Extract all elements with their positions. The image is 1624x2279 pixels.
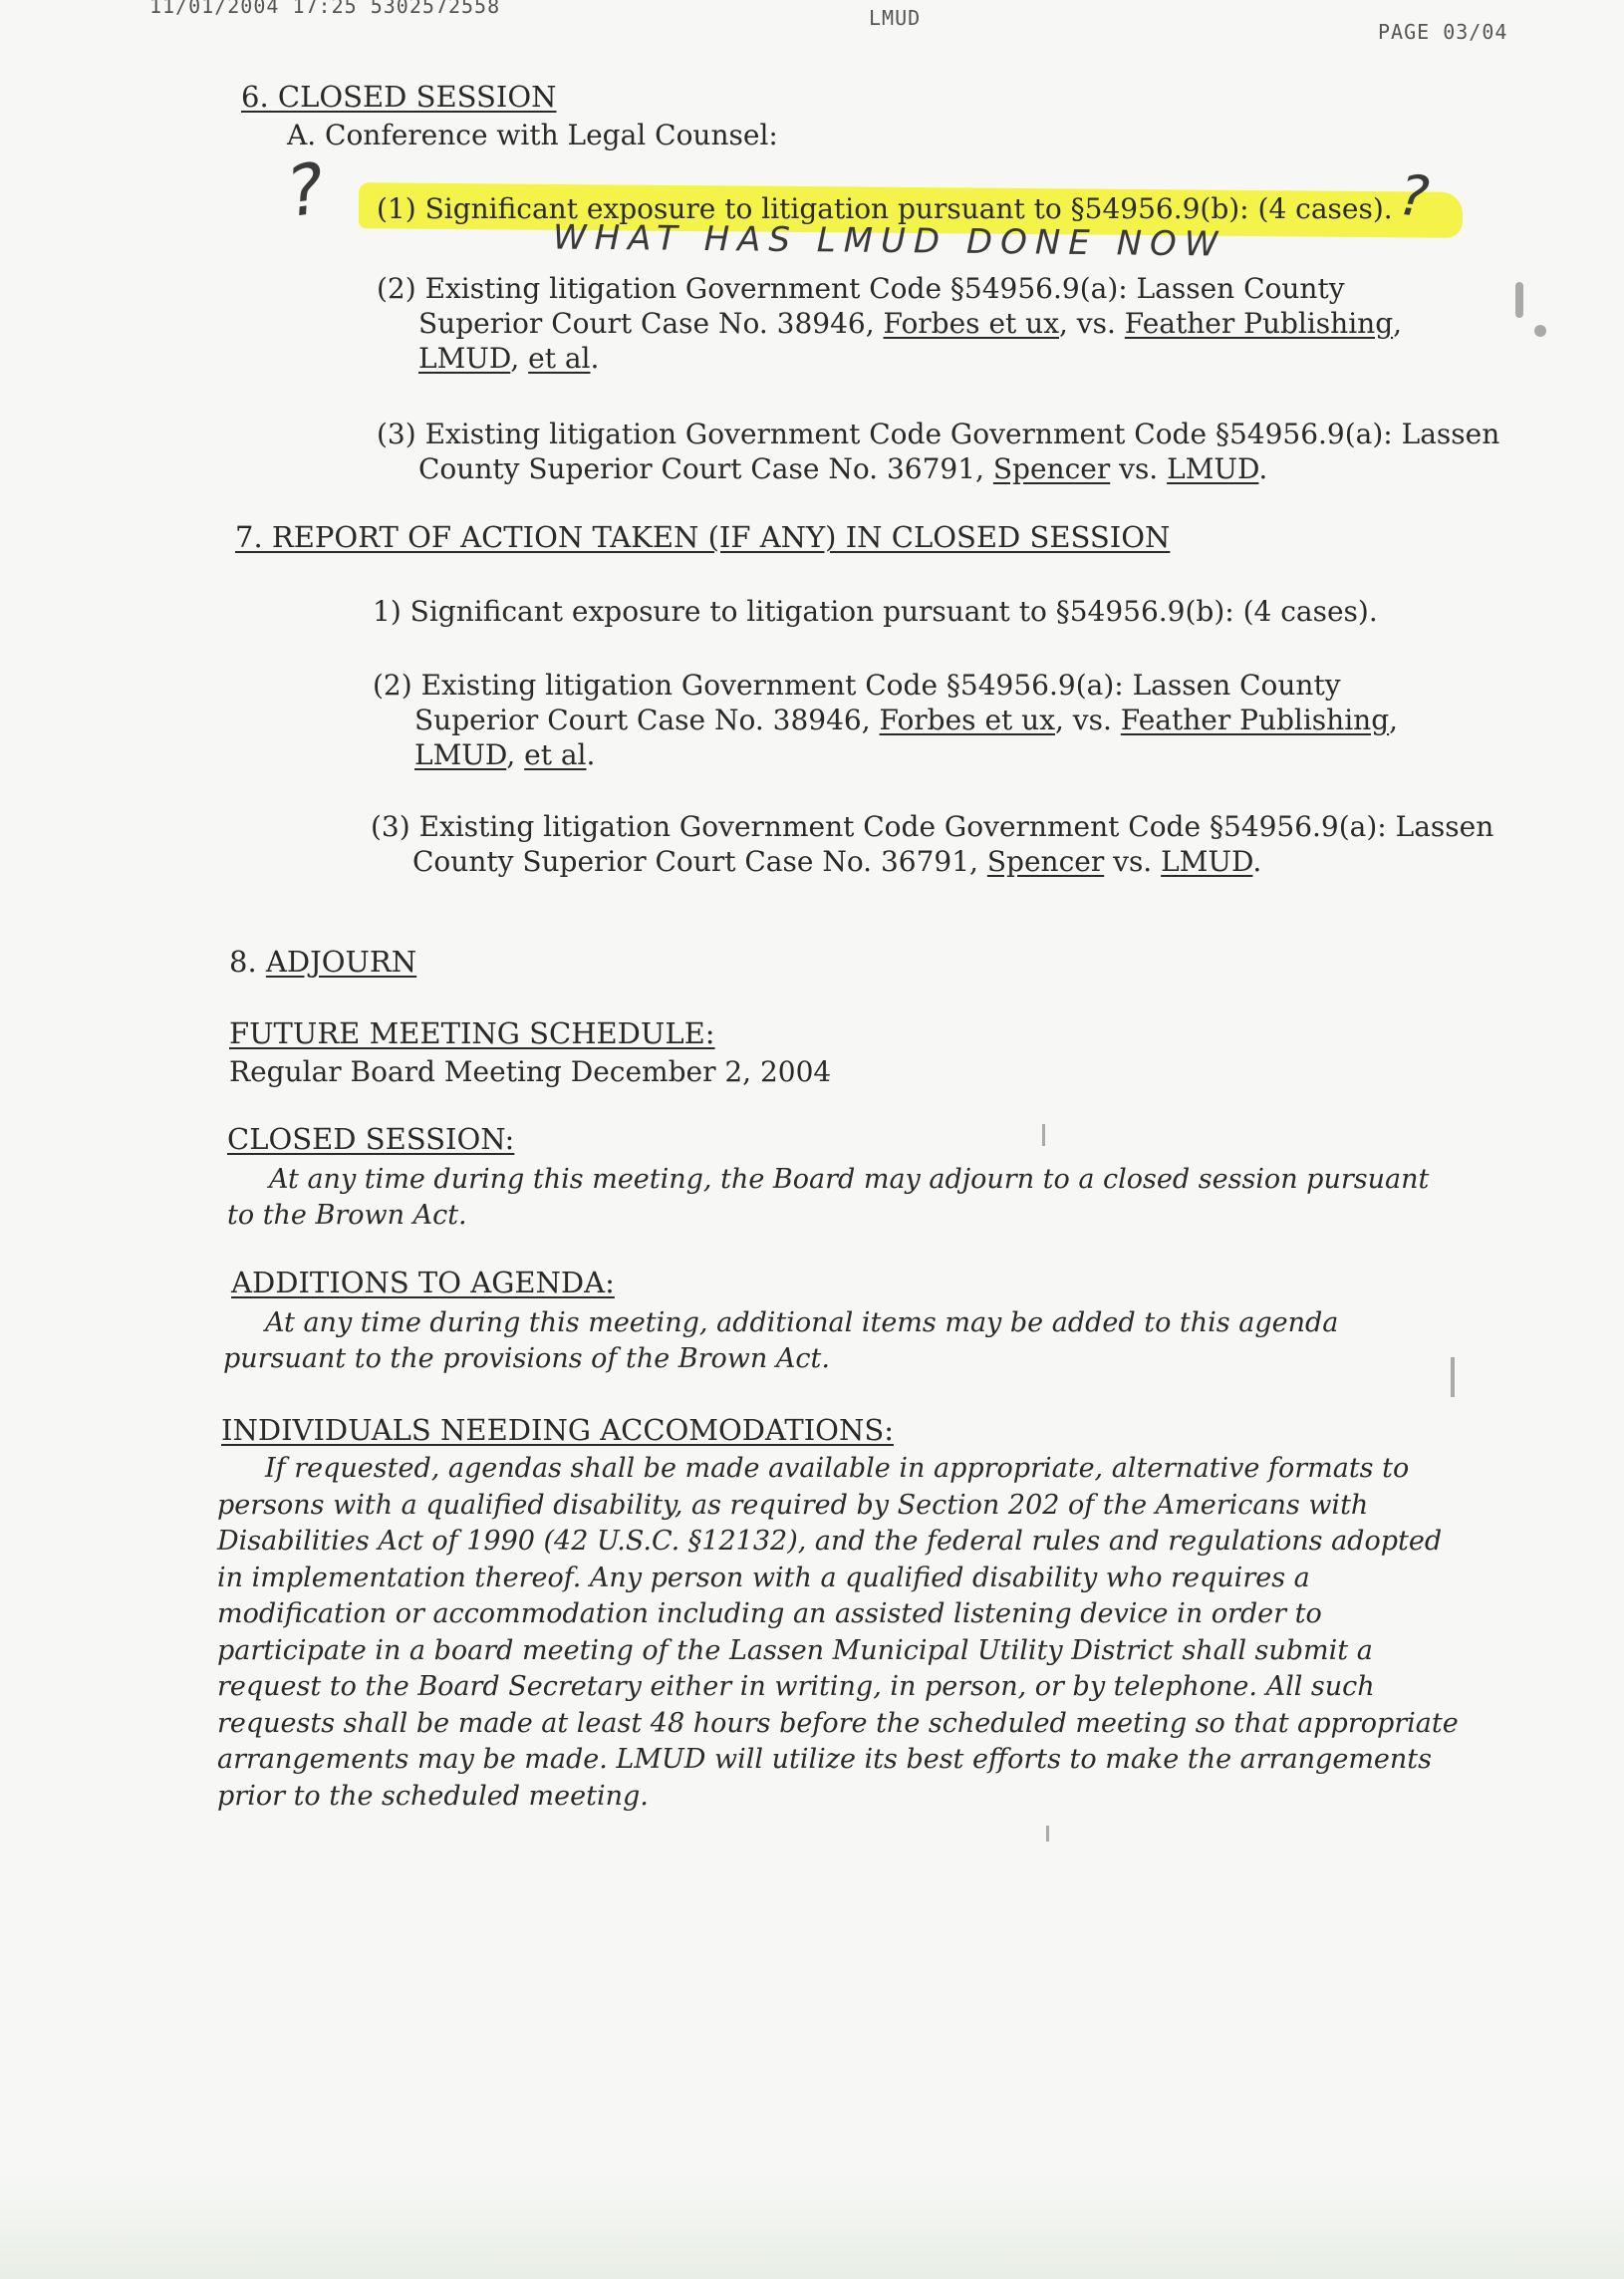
closed-session-title: CLOSED SESSION: [227, 1122, 515, 1156]
section-6-item-2: (2) Existing litigation Government Code §54956.9(a): Lassen County Superior Court Case No. 38946, Forbes et ux, vs. Feather Publishing, LMUD, et al. [377, 272, 1403, 375]
accommodations-text: If requested, agendas shall be made available in appropriate, alternative formats to persons with a qualified disability, as required by Section 202 of the Americans with Disabilities Act of 1990 (42 U.S.C. §12132), and the federal rules and regulations adopted in implementation thereof. Any person with a qualified disability who requires a modification or accommodation including an assisted listening device in order to participate in a board meeting of the Lassen Municipal Utility District shall submit a request to the Board Secretary either in writing, in person, or by telephone. All such requests shall be made at least 48 hours before the scheduled meeting so that appropriate arrangements may be made. LMUD will utilize its best efforts to make the arrangements prior to the scheduled meeting. [217, 1453, 1459, 1812]
handwritten-question-mark-left: ? [281, 146, 330, 234]
section-6-title: 6. CLOSED SESSION [241, 80, 557, 114]
section-6-item-1: (1) Significant exposure to litigation pursuant to §54956.9(b): (4 cases). [377, 192, 1393, 225]
section-6-subtitle: A. Conference with Legal Counsel: [287, 119, 778, 151]
accommodations-title: INDIVIDUALS NEEDING ACCOMODATIONS: [221, 1413, 894, 1447]
fax-header-left: 11/01/2004 17:25 5302572558 [149, 0, 501, 18]
fax-header-page: PAGE 03/04 [1378, 20, 1508, 44]
closed-session-text: At any time during this meeting, the Board may adjourn to a closed session pursuant to the Brown Act. [227, 1164, 1430, 1231]
section-7-item-2: (2) Existing litigation Government Code §54956.9(a): Lassen County Superior Court Case No. 38946, Forbes et ux, vs. Feather Publishing, LMUD, et al. [373, 669, 1399, 771]
fax-header-center: LMUD [869, 6, 922, 30]
section-7-title: 7. REPORT OF ACTION TAKEN (IF ANY) IN CLOSED SESSION [235, 520, 1171, 554]
additions-title: ADDITIONS TO AGENDA: [231, 1266, 615, 1299]
scan-shadow [0, 2172, 1624, 2279]
handwritten-question-mark-right: ? [1395, 162, 1433, 231]
scan-speck [1042, 1124, 1045, 1146]
scan-speck [1515, 282, 1523, 318]
section-8-title: 8. ADJOURN [229, 945, 417, 979]
section-7-item-1: 1) Significant exposure to litigation pursuant to §54956.9(b): (4 cases). [373, 595, 1378, 628]
future-meeting-title: FUTURE MEETING SCHEDULE: [229, 1016, 715, 1050]
section-6-item-3: (3) Existing litigation Government Code Government Code §54956.9(a): Lassen County Superior Court Case No. 36791, Spencer vs. LMUD. [377, 418, 1500, 485]
section-7-item-3: (3) Existing litigation Government Code Government Code §54956.9(a): Lassen County Superior Court Case No. 36791, Spencer vs. LMUD. [371, 810, 1494, 878]
additions-text: At any time during this meeting, additional items may be added to this agenda pursuant to the provisions of the Brown Act. [223, 1307, 1339, 1374]
handwritten-note: WHAT HAS LMUD DONE NOW [552, 217, 1226, 265]
future-meeting-text: Regular Board Meeting December 2, 2004 [229, 1055, 832, 1088]
scan-speck [1534, 325, 1546, 337]
scan-speck [1046, 1826, 1049, 1842]
scan-speck [1451, 1357, 1455, 1397]
